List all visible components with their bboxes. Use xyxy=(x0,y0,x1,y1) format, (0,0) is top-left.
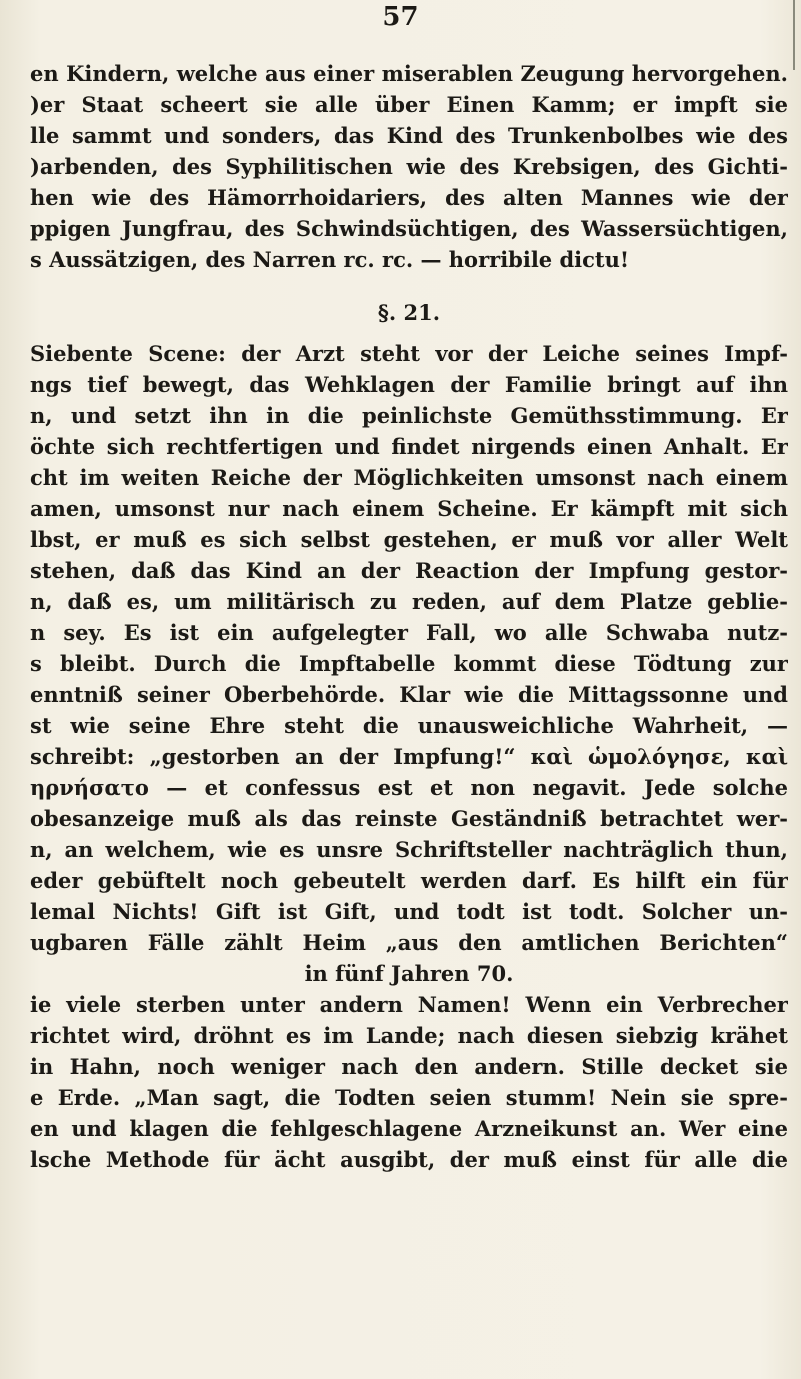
text-line: enntniß seiner Oberbehörde. Klar wie die Mittagssonne und xyxy=(30,682,788,707)
text-line: n sey. Es ist ein aufgelegter Fall, wo alle Schwaba nutz- xyxy=(30,620,788,645)
text-line: in Hahn, noch weniger nach den andern. Stille decket sie xyxy=(30,1054,788,1079)
text-line: ngs tief bewegt, das Wehklagen der Familie bringt auf ihn xyxy=(30,372,788,397)
text-line: amen, umsonst nur nach einem Scheine. Er kämpft mit sich xyxy=(30,496,788,521)
text-line: ppigen Jungfrau, des Schwindsüchtigen, des Wassersüchtigen, xyxy=(30,216,788,241)
section-heading: §. 21. xyxy=(377,300,441,325)
text-line: s bleibt. Durch die Impftabelle kommt diese Tödtung zur xyxy=(30,651,788,676)
text-line: lemal Nichts! Gift ist Gift, und todt ist todt. Solcher un- xyxy=(30,899,788,924)
text-line: lsche Methode für ächt ausgibt, der muß einst für alle die xyxy=(30,1147,788,1172)
text-line: n, daß es, um militärisch zu reden, auf dem Platze geblie- xyxy=(30,589,788,614)
text-line: eder gebüftelt noch gebeutelt werden darf. Es hilft ein für xyxy=(30,868,788,893)
text-line: ugbaren Fälle zählt Heim „aus den amtlichen Berichten“ xyxy=(30,930,788,955)
text-line: lbst, er muß es sich selbst gestehen, er muß vor aller Welt xyxy=(30,527,788,552)
text-line: )er Staat scheert sie alle über Einen Kamm; er impft sie xyxy=(30,92,788,117)
text-line: lle sammt und sonders, das Kind des Trunkenbolbes wie des xyxy=(30,123,788,148)
text-line: hen wie des Hämorrhoidariers, des alten Mannes wie der xyxy=(30,185,788,210)
text-line: cht im weiten Reiche der Möglichkeiten umsonst nach einem xyxy=(30,465,788,490)
page-number: 57 xyxy=(382,2,419,32)
text-line: n, und setzt ihn in die peinlichste Gemüthsstimmung. Er xyxy=(30,403,788,428)
text-line: )arbenden, des Syphilitischen wie des Krebsigen, des Gichti- xyxy=(30,154,788,179)
text-line: stehen, daß das Kind an der Reaction der Impfung gestor- xyxy=(30,558,788,583)
text-line: ηρνήσατο — et confessus est et non negavit. Jede solche xyxy=(30,775,788,800)
text-line: Siebente Scene: der Arzt steht vor der Leiche seines Impf- xyxy=(30,341,788,366)
page-edge-line xyxy=(793,0,795,70)
text-line: n, an welchem, wie es unsre Schriftsteller nachträglich thun, xyxy=(30,837,788,862)
text-line: öchte sich rechtfertigen und findet nirgends einen Anhalt. Er xyxy=(30,434,788,459)
text-line: st wie seine Ehre steht die unausweichliche Wahrheit, — xyxy=(30,713,788,738)
text-line: obesanzeige muß als das reinste Geständniß betrachtet wer- xyxy=(30,806,788,831)
text-line: e Erde. „Man sagt, die Todten seien stumm! Nein sie spre- xyxy=(30,1085,788,1110)
text-line: en und klagen die fehlgeschlagene Arzneikunst an. Wer eine xyxy=(30,1116,788,1141)
text-line: richtet wird, dröhnt es im Lande; nach diesen siebzig krähet xyxy=(30,1023,788,1048)
text-line: in fünf Jahren 70. xyxy=(304,961,514,986)
text-line: schreibt: „gestorben an der Impfung!“ καὶ ὡμολόγησε, καὶ xyxy=(30,744,788,769)
text-line: s Aussätzigen, des Narren rc. rc. — horribile dictu! xyxy=(30,247,630,272)
body-text xyxy=(30,58,788,1175)
text-line: en Kindern, welche aus einer miserablen Zeugung hervorgehen. xyxy=(30,61,788,86)
text-line: ie viele sterben unter andern Namen! Wenn ein Verbrecher xyxy=(30,992,788,1017)
